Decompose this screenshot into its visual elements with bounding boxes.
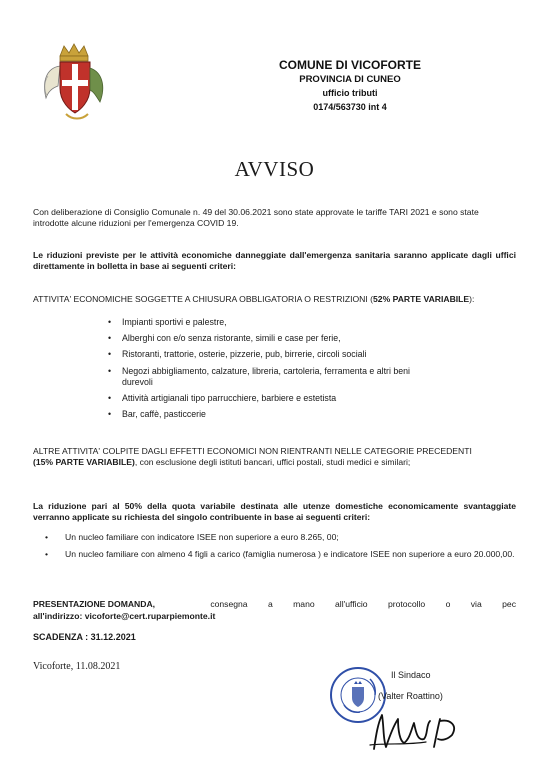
presentazione-line xyxy=(33,599,516,610)
presentazione-label: PRESENTAZIONE DOMANDA, xyxy=(33,599,156,609)
criteria-list xyxy=(45,532,515,566)
list-item: • Un nucleo familiare con indicatore ISEE non superiore a euro 8.265, 00; xyxy=(45,532,515,543)
ufficio-name: ufficio tributi xyxy=(322,88,378,98)
list-item: • Impianti sportivi e palestre, xyxy=(108,317,428,328)
list-item: • Un nucleo familiare con almeno 4 figli a carico (famiglia numerosa ) e indicatore ISEE non superiore a euro 20.000,00. xyxy=(45,549,515,560)
list-item: • Negozi abbigliamento, calzature, libreria, cartoleria, ferramenta e altri beni durevoli xyxy=(108,366,428,388)
page-title: AVVISO xyxy=(234,157,315,181)
riduzioni-intro: Le riduzioni previste per le attività economiche danneggiate dall'emergenza sanitaria saranno applicate dagli uffici direttamente in bolletta in base ai seguenti criteri: xyxy=(33,250,516,271)
activities-list xyxy=(108,317,428,425)
list-item: • Alberghi con e/o senza ristorante, simili e case per ferie, xyxy=(108,333,428,344)
place-date: Vicoforte, 11.08.2021 xyxy=(33,661,121,672)
chiusura-heading xyxy=(33,294,516,305)
altre-attivita-detail xyxy=(33,457,516,468)
intro-paragraph: Con deliberazione di Consiglio Comunale n. 49 del 30.06.2021 sono state approvate le tariffe TARI 2021 e sono state introdotte alcune riduzioni per l'emergenza COVID 19. xyxy=(33,207,479,228)
chiusura-percent: 52% PARTE VARIABILE xyxy=(373,294,470,304)
altre-rest: , con esclusione degli istituti bancari, uffici postali, studi medici e similari; xyxy=(134,457,411,467)
chiusura-end: ): xyxy=(469,294,475,304)
list-item: • Bar, caffè, pasticcerie xyxy=(108,409,428,420)
chiusura-text: ATTIVITA' ECONOMICHE SOGGETTE A CHIUSURA OBBLIGATORIA O RESTRIZIONI ( xyxy=(33,294,374,304)
presentazione-text: consegna a mano all'ufficio protocollo o via pec xyxy=(210,599,516,609)
signer-role: Il Sindaco xyxy=(391,670,431,680)
altre-percent: (15% PARTE VARIABILE) xyxy=(33,457,135,467)
scadenza: SCADENZA : 31.12.2021 xyxy=(33,632,136,642)
altre-attivita-line: ALTRE ATTIVITA' COLPITE DAGLI EFFETTI ECONOMICI NON RIENTRANTI NELLE CATEGORIE PRECEDENTI xyxy=(33,446,472,456)
list-item: • Attività artigianali tipo parrucchiere, barbiere e estetista xyxy=(108,393,428,404)
signature-icon xyxy=(368,705,468,753)
pec-address: all'indirizzo: vicoforte@cert.ruparpiemonte.it xyxy=(33,611,216,621)
domestiche-intro: La riduzione pari al 50% della quota variabile destinata alle utenze domestiche economicamente svantaggiate verranno applicate su richiesta del singolo contribuente in base ai seguenti criteri: xyxy=(33,501,516,522)
comune-name: COMUNE DI VICOFORTE xyxy=(278,58,421,72)
phone-number: 0174/563730 int 4 xyxy=(313,102,387,112)
provincia-name: PROVINCIA DI CUNEO xyxy=(299,74,401,85)
list-item: • Ristoranti, trattorie, osterie, pizzerie, pub, birrerie, circoli sociali xyxy=(108,349,428,360)
signer-name: (Valter Roattino) xyxy=(378,691,443,701)
crest-icon xyxy=(38,42,110,124)
